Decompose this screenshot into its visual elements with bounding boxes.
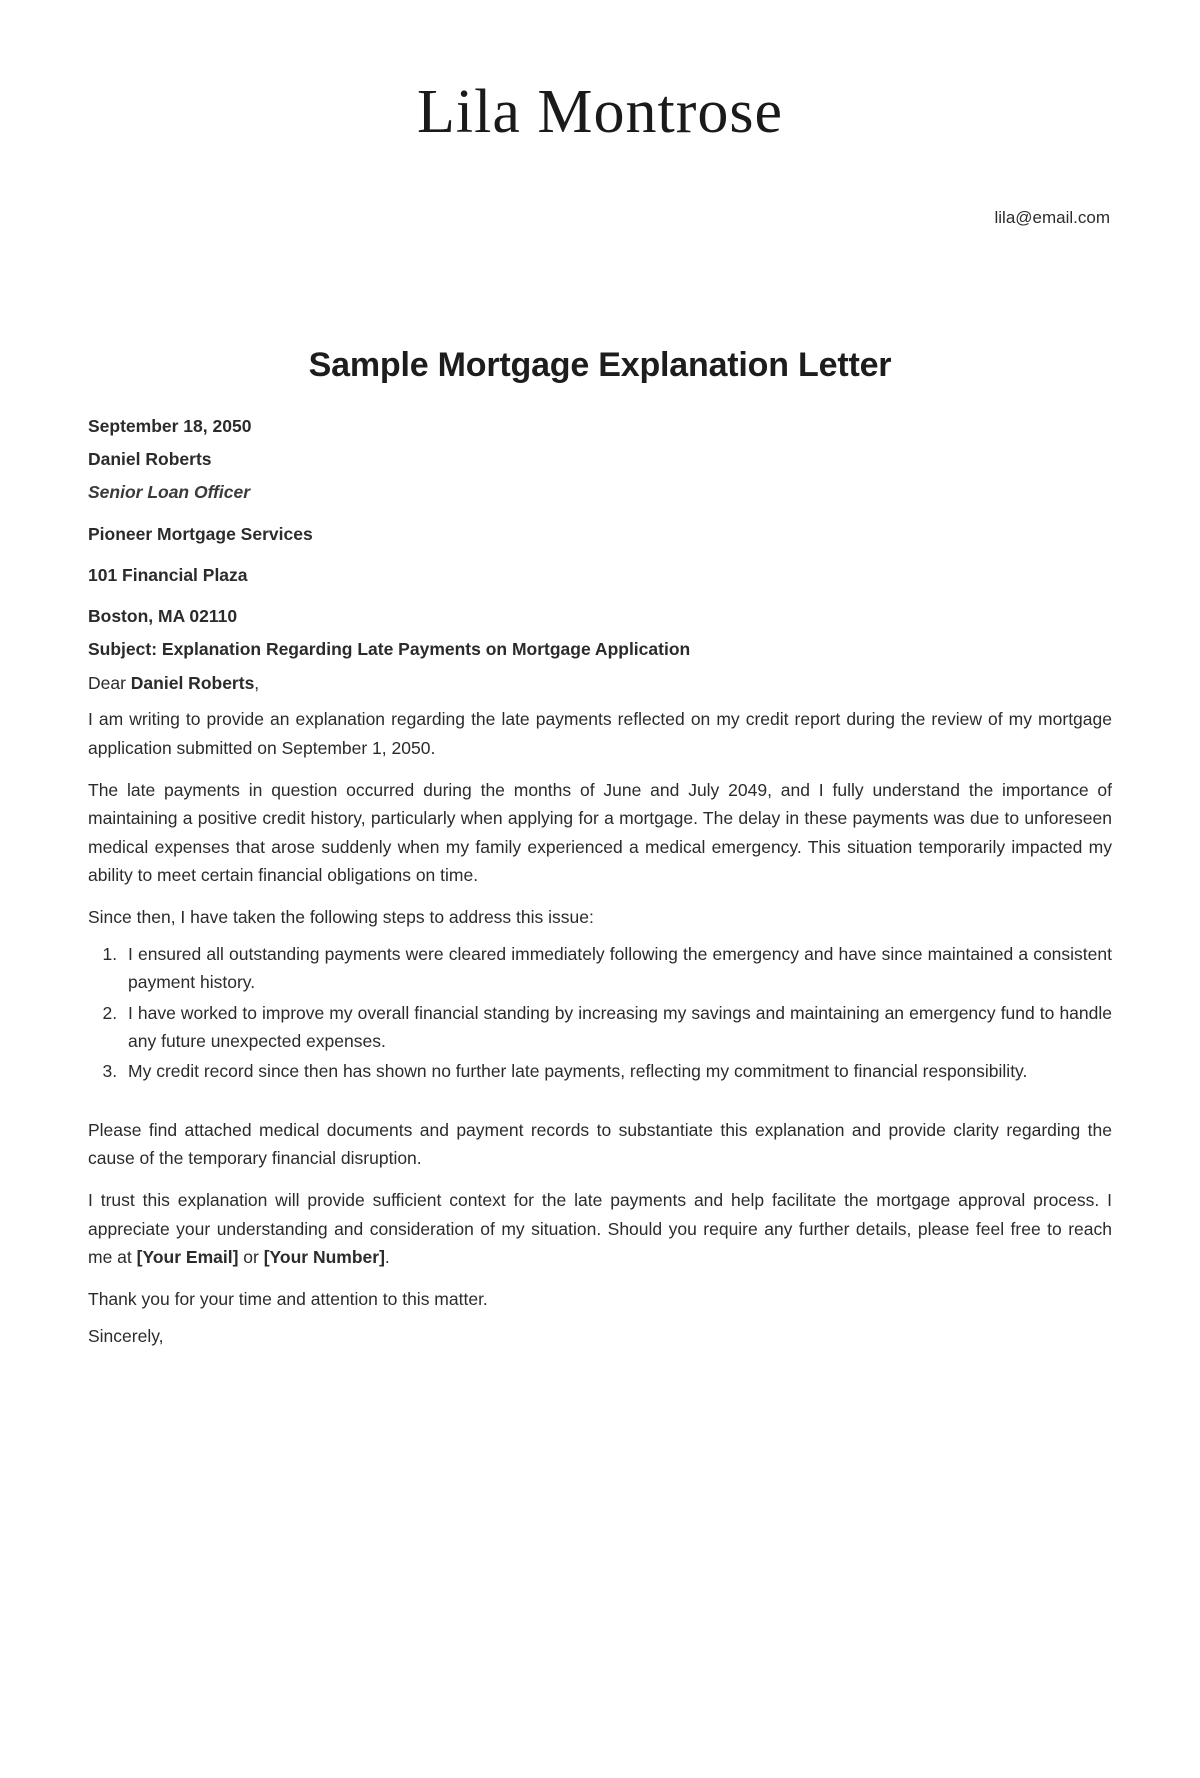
salutation: [88, 669, 1112, 697]
paragraph-5-conjunction: or: [238, 1246, 264, 1267]
paragraph-3: Since then, I have taken the following steps to address this issue:: [88, 907, 594, 928]
paragraph-1: I am writing to provide an explanation regarding the late payments reflected on my credit report during the review of my mortgage application submitted on September 1, 2050.: [88, 709, 1112, 758]
paragraph-6: Thank you for your time and attention to this matter.: [88, 1289, 488, 1310]
recipient-name: Daniel Roberts: [88, 449, 212, 470]
list-item: 1. I ensured all outstanding payments were cleared immediately following the emergency and have since maintained a consistent payment history.: [122, 940, 1112, 997]
paragraph-2: The late payments in question occurred during the months of June and July 2049, and I fully understand the importance of maintaining a positive credit history, particularly when applying for a mortgage. The delay in these payments was due to unforeseen medical expenses that arose suddenly when my family experienced a medical emergency. This situation temporarily impacted my ability to meet certain financial obligations on time.: [88, 780, 1112, 886]
closing-line: Sincerely,: [88, 1325, 164, 1346]
recipient-company: Pioneer Mortgage Services: [88, 523, 313, 544]
list-item: 2. I have worked to improve my overall financial standing by increasing my savings and maintaining an emergency fund to handle any future unexpected expenses.: [122, 999, 1112, 1056]
paragraph-5: [88, 1186, 1112, 1271]
paragraph-5-text-part-2: .: [384, 1246, 390, 1267]
paragraph-4: Please find attached medical documents and payment records to substantiate this explanation and provide clarity regarding the cause of the temporary financial disruption.: [88, 1119, 1112, 1168]
recipient-street: 101 Financial Plaza: [88, 564, 248, 585]
letterhead-email: lila@email.com: [994, 208, 1110, 228]
letterhead-name: Lila Montrose: [417, 78, 783, 146]
steps-list: [88, 940, 1112, 1086]
letter-subject: Subject: Explanation Regarding Late Payments on Mortgage Application: [88, 638, 691, 659]
salutation-prefix: Dear: [88, 673, 131, 694]
letter-date: September 18, 2050: [88, 416, 252, 437]
letter-page: [0, 78, 1200, 1778]
placeholder-your-email: [Your Email]: [136, 1246, 239, 1267]
salutation-suffix: ,: [254, 673, 260, 694]
page-title: Sample Mortgage Explanation Letter: [308, 346, 892, 385]
placeholder-your-number: [Your Number]: [263, 1246, 385, 1267]
list-item: 3. My credit record since then has shown no further late payments, reflecting my commitment to financial responsibility.: [122, 1057, 1112, 1085]
recipient-city: Boston, MA 02110: [88, 605, 238, 626]
paragraph-5-text-part-1: I trust this explanation will provide sufficient context for the late payments and help facilitate the mortgage approval process. I appreciate your understanding and consideration of my situation. Should you require any further details, please feel free to reach me at: [88, 1190, 1112, 1267]
recipient-title: Senior Loan Officer: [88, 482, 251, 503]
salutation-name: Daniel Roberts: [130, 673, 255, 694]
letter-body: [88, 413, 1112, 1350]
